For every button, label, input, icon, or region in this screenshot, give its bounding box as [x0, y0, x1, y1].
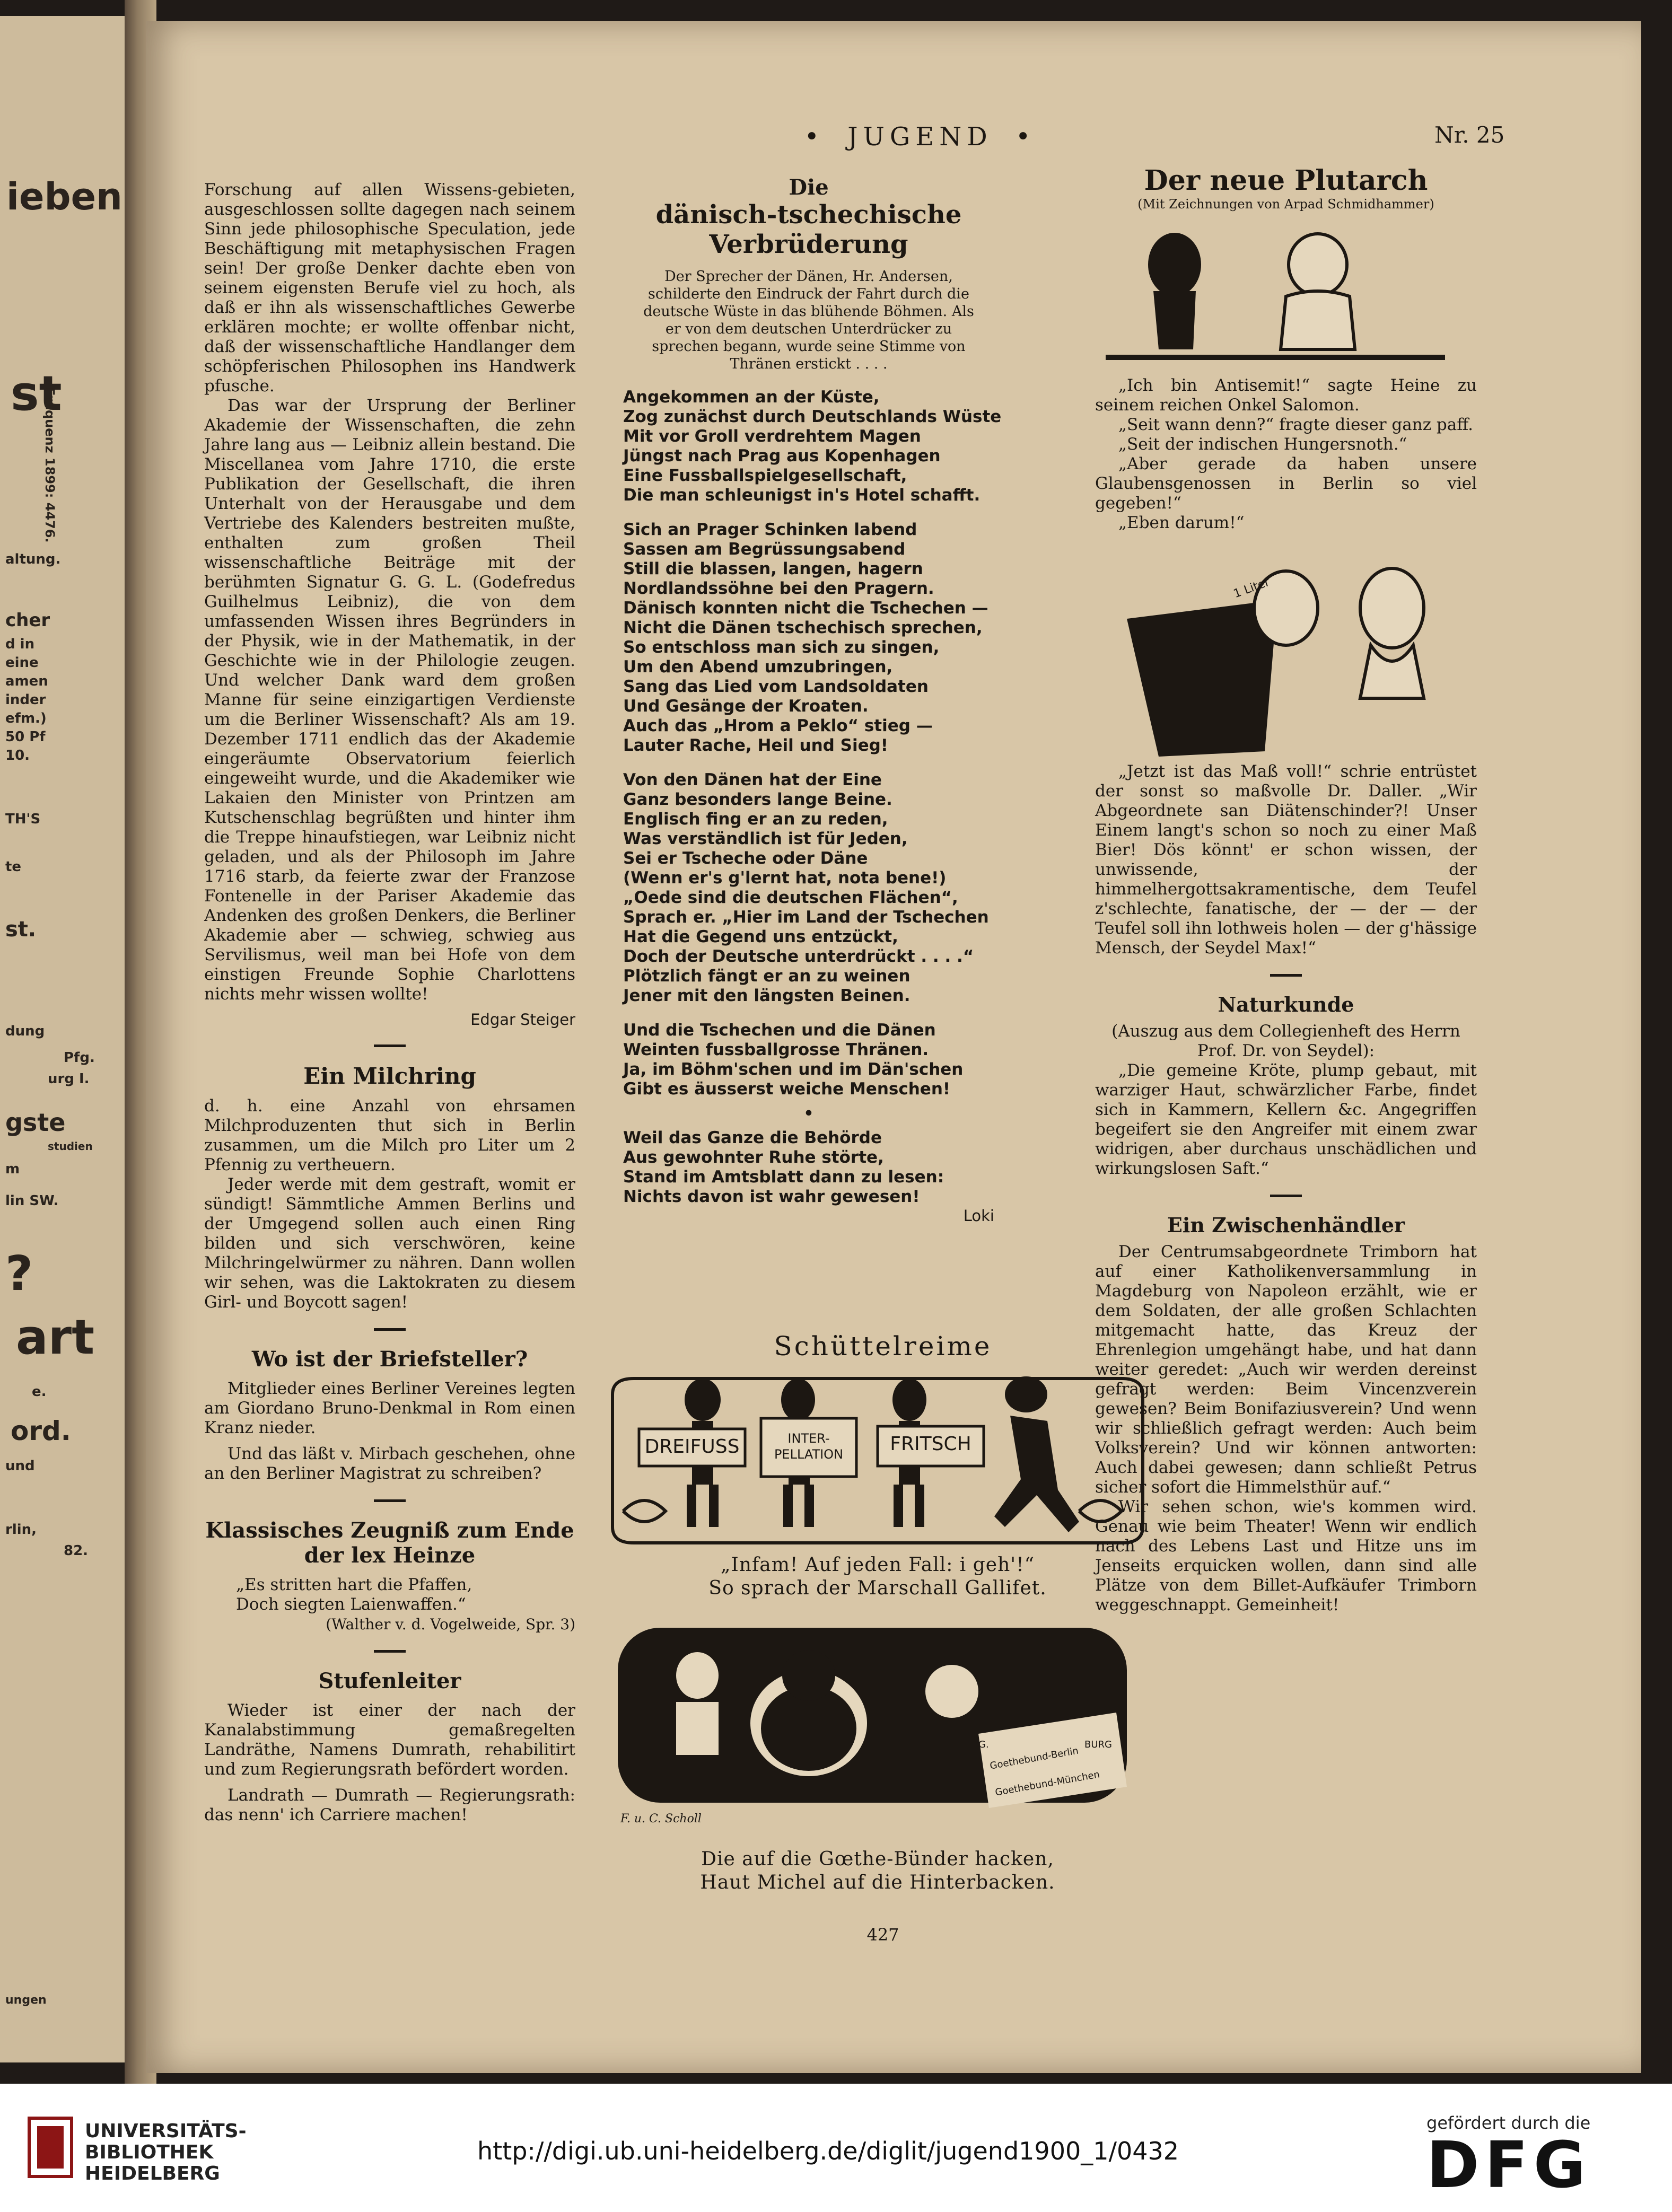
verse-line: Gibt es äusserst weiche Menschen!	[623, 1079, 951, 1099]
margin-text: 10.	[5, 748, 30, 763]
quote-line: „Es stritten hart die Pfaffen,	[236, 1575, 472, 1594]
journal-title: JUGEND	[847, 122, 993, 152]
margin-text: altung.	[5, 551, 61, 567]
verse-line: Nichts davon ist wahr gewesen!	[623, 1187, 920, 1206]
briefsteller-text: Mitglieder eines Berliner Vereines legten am Giordano Bruno-Denkmal in Rom einen Kranz nieder.	[204, 1379, 575, 1437]
margin-text: art	[16, 1310, 95, 1365]
heading-schuettelreime: Schüttelreime	[774, 1331, 992, 1362]
cartoon-goethebund	[607, 1617, 1137, 1840]
cartoon-label: INTER-PELLATION	[774, 1431, 844, 1462]
cartoon-label: FRITSCH	[890, 1433, 971, 1455]
poem-title: Die	[789, 175, 829, 200]
heading-stufenleiter: Stufenleiter	[318, 1669, 461, 1693]
column-middle	[623, 175, 1002, 1225]
caption-line: So sprach der Marschall Gallifet.	[708, 1577, 1047, 1599]
verse-line: Englisch fing er an zu reden,	[623, 810, 888, 829]
author-signature: Edgar Steiger	[470, 1011, 575, 1029]
plutarch-subtitle: (Mit Zeichnungen von Arpad Schmidhammer)	[1137, 197, 1434, 212]
heading-zwischenhaendler: Ein Zwischenhändler	[1167, 1213, 1405, 1237]
stufenleiter-text: Wieder ist einer der nach der Kanalabstimmung gemaßregelten Landräthe, Namens Dumrath, rehabilitirt und zum Regierungsrath befördert worden.	[204, 1701, 575, 1779]
margin-text: dung	[5, 1023, 45, 1039]
permalink[interactable]: http://digi.ub.uni-heidelberg.de/diglit/jugend1900_1/0432	[477, 2137, 1179, 2165]
verse-line: „Oede sind die deutschen Flächen“,	[623, 888, 958, 907]
artist-signature: F. u. C. Scholl	[620, 1812, 702, 1825]
verse-line: Lauter Rache, Heil und Sieg!	[623, 736, 888, 755]
cartoon-label: DREIFUSS	[644, 1436, 740, 1458]
anecdote-daller: „Jetzt ist das Maß voll!“ schrie entrüstet der sonst so maßvolle Dr. Daller. „Wir Abgeordnete san Diätenschinder?! Unser Einem langt's schon so noch zu einer Maß Bier! Dös könnt' er schon wissen, der unwissende, der himmelhergottsakramentische, dem Teufel z'schlechte, fanatische, der — der — der Teufel soll ihn lothweis holen — der g'hässige Mensch, der Seydel Max!“	[1095, 762, 1477, 958]
margin-text: studien	[48, 1140, 93, 1153]
verse-line: Sprach er. „Hier im Land der Tschechen	[623, 908, 989, 927]
library-name-line: UNIVERSITÄTS-	[85, 2120, 247, 2142]
quote-line: Doch siegten Laienwaffen.“	[236, 1595, 466, 1614]
library-footer	[0, 2084, 1672, 2212]
poem-title: dänisch-tschechische Verbrüderung	[655, 200, 962, 259]
poem-stanza	[623, 388, 1002, 505]
issue-number: Nr. 25	[1434, 122, 1505, 148]
library-name	[85, 2121, 247, 2184]
page-number: 427	[866, 1925, 899, 1945]
mug-label: 1 Liter	[1231, 575, 1272, 601]
anecdote-heine: „Ich bin Antisemit!“ sagte Heine zu seinem reichen Onkel Salomon.	[1095, 376, 1477, 415]
quote-source: (Walther v. d. Vogelweide, Spr. 3)	[326, 1616, 575, 1633]
cartoon-label: G.	[978, 1739, 989, 1750]
margin-text: eine	[5, 655, 39, 671]
section-divider	[1270, 974, 1302, 977]
section-divider	[374, 1044, 406, 1047]
caption-line: Die auf die Gœthe-Bünder hacken,	[701, 1848, 1054, 1870]
library-name-line: BIBLIOTHEK	[85, 2141, 214, 2163]
margin-text: st.	[5, 917, 37, 942]
verse-line: Weinten fussballgrosse Thränen.	[623, 1040, 929, 1059]
running-header	[719, 122, 1122, 152]
heading-briefsteller: Wo ist der Briefsteller?	[251, 1347, 528, 1372]
caption-line: Haut Michel auf die Hinterbacken.	[700, 1872, 1055, 1893]
margin-text: st	[11, 366, 62, 422]
caption	[623, 1848, 1132, 1894]
heading-zeugniss: der lex Heinze	[304, 1543, 476, 1568]
university-seal-icon	[27, 2116, 74, 2179]
verse-line: Mit vor Groll verdrehtem Magen	[623, 427, 921, 446]
verse-line: Sei er Tscheche oder Däne	[623, 849, 868, 868]
verse-line: Still die blassen, langen, hagern	[623, 559, 923, 578]
margin-text: ieben	[6, 175, 122, 218]
margin-text: TH'S	[5, 811, 41, 827]
poem-stanza	[623, 520, 994, 756]
verse-line: Jener mit den längsten Beinen.	[623, 986, 911, 1005]
zwischenhaendler-text: Der Centrumsabgeordnete Trimborn hat auf einer Katholikenversammlung in Magdeburg von Napoleon erzählt, wie er dem Soldaten, der alle großen Schlachten mitgemacht hatte, das Kreuz der Ehrenlegion umgehängt habe, und hat dann weiter geredet: „Auch wir werden dereinst gefragt werden: Beim Vincenzverein gewesen? Beim Bonifaziusverein? Und wenn wir schließlich gefragt werden: Auch beim Volksverein? Und wir können antworten: Auch dabei gewesen; dann schließt Petrus sicher sofort die Himmelsthür auf.“	[1095, 1242, 1477, 1497]
verse-line: Hat die Gegend uns entzückt,	[623, 927, 898, 946]
margin-text: cher	[5, 610, 50, 631]
verse-line: Von den Dänen hat der Eine	[623, 770, 882, 789]
briefsteller-text: Und das läßt v. Mirbach geschehen, ohne an den Berliner Magistrat zu schreiben?	[204, 1444, 575, 1483]
section-divider	[374, 1650, 406, 1653]
author-signature: Loki	[963, 1207, 994, 1225]
margin-text: e.	[32, 1384, 47, 1400]
section-divider	[374, 1499, 406, 1502]
verse-line: Plötzlich fängt er an zu weinen	[623, 967, 911, 986]
column-right	[1095, 164, 1477, 1621]
verse-line: Auch das „Hrom a Peklo“ stieg —	[623, 716, 933, 735]
verse-line: Und Gesänge der Kroaten.	[623, 697, 869, 716]
stanza-separator: •	[803, 1104, 814, 1123]
illustration-heine	[1095, 217, 1477, 376]
poem-intro: Der Sprecher der Dänen, Hr. Andersen, schilderte den Eindruck der Fahrt durch die deutsche Wüste in das blühende Böhmen. Als er von dem deutschen Unterdrücker zu sprechen begann, wurde seine Stimme von Thränen erstickt . . . .	[643, 268, 974, 372]
anecdote-heine: „Seit wann denn?“ fragte dieser ganz paff.	[1118, 415, 1473, 434]
poem-stanza	[623, 1128, 994, 1207]
margin-text: 82.	[64, 1543, 89, 1559]
header-bullet: •	[804, 122, 825, 152]
margin-text: ?	[5, 1246, 33, 1302]
verse-line: Ja, im Böhm'schen und im Dän'schen	[623, 1060, 964, 1079]
margin-text: amen	[5, 673, 48, 689]
verse-line: Nordlandssöhne bei den Pragern.	[623, 579, 934, 598]
verse-line: Und die Tschechen und die Dänen	[623, 1021, 936, 1040]
margin-text: und	[5, 1458, 35, 1474]
leibniz-text: Das war der Ursprung der Berliner Akademie der Wissenschaften, die zehn Jahre lang aus — Leibniz allein bestand. Die Miscellanea vom Jahre 1710, die erste Publikation der Gesellschaft, die ihren Unterhalt von der Herausgabe und dem Vertriebe des Kalenders bestreiten mußte, enthalten zum großen Theil wissenschaftliche Beiträge mit der berühmten Signatur G. G. L. (Godefredus Guilhelmus Leibniz), die von dem umfassenden Wissen ihres Begründers in der Physik, wie in der Mathematik, in der Geschichte wie in der Philologie zeugen. Und welcher Dank ward dem großen Manne für seine einzigartigen Verdienste um die Berliner Wissenschaft? Als am 19. Dezember 1711 endlich das der Akademie eingeräumte Observatorium feierlich eingeweiht wurde, und die Akademiker wie Lakaien den Minister von Printzen am Kutschenschlag begrüßten und hinter ihm die Treppe hinaufstiegen, war Leibniz nicht geladen, und als der Philosoph im Jahre 1716 starb, da feierte zwar der Franzose Fontenelle in der Pariser Akademie das Andenken des großen Denkers, die Berliner Akademie aber — schwieg, schwieg aus Servilismus, weil man bei Hofe von dem einstigen Freunde Sophie Charlottens nichts mehr wissen wollte!	[204, 396, 575, 1004]
section-divider	[1270, 1195, 1302, 1197]
margin-text: urg I.	[48, 1071, 90, 1087]
verse-line: (Wenn er's g'lernt hat, nota bene!)	[623, 868, 947, 888]
section-divider	[374, 1328, 406, 1331]
naturkunde-text: „Die gemeine Kröte, plump gebaut, mit warziger Haut, schwärzlicher Farbe, findet sich in Kammern, Kellern &c. Angegriffen begeifert sie den Angreifer mit einem zwar widrigen, aber durchaus unschädlichen und wirkungslosen Saft.“	[1095, 1061, 1477, 1178]
margin-text: gste	[5, 1108, 66, 1137]
heading-milchring: Ein Milchring	[303, 1063, 476, 1089]
margin-text: te	[5, 859, 22, 875]
cartoon-label: Goethebund-München	[994, 1769, 1101, 1798]
verse-line: Um den Abend umzubringen,	[623, 657, 893, 677]
verse-line: Sassen am Begrüssungsabend	[623, 540, 906, 559]
margin-text: efm.)	[5, 710, 47, 726]
previous-page-edge	[0, 16, 133, 2062]
margin-text: m	[5, 1161, 20, 1177]
poem-stanza	[623, 1021, 994, 1099]
library-name-line: HEIDELBERG	[85, 2163, 220, 2184]
cartoon-gallifet	[602, 1373, 1153, 1548]
verse-line: Die man schleunigst in's Hotel schafft.	[623, 486, 981, 505]
heading-naturkunde: Naturkunde	[1218, 993, 1354, 1016]
margin-text: Pfg.	[64, 1050, 95, 1066]
illustration-daller	[1095, 539, 1477, 762]
cartoon-label: Goethebund-Berlin	[988, 1745, 1080, 1772]
stufenleiter-text: Landrath — Dumrath — Regierungsrath: das nenn' ich Carriere machen!	[204, 1786, 575, 1824]
margin-text: ungen	[5, 1994, 47, 2007]
verse-line: Angekommen an der Küste,	[623, 388, 880, 407]
anecdote-heine: „Eben darum!“	[1118, 513, 1245, 532]
margin-text: ord.	[11, 1416, 71, 1446]
verse-line: Weil das Ganze die Behörde	[623, 1128, 882, 1147]
verse-line: Doch der Deutsche unterdrückt . . . .“	[623, 947, 974, 966]
magazine-page	[146, 21, 1641, 2073]
naturkunde-intro: (Auszug aus dem Collegienheft des Herrn Prof. Dr. von Seydel):	[1111, 1022, 1460, 1060]
poem-stanza	[623, 770, 994, 1006]
caption	[623, 1553, 1132, 1600]
verse-line: Stand im Amtsblatt dann zu lesen:	[623, 1168, 944, 1187]
dfg-logo: DFG	[1426, 2129, 1591, 2202]
verse-line: Zog zunächst durch Deutschlands Wüste	[623, 407, 1002, 426]
anecdote-heine: „Aber gerade da haben unsere Glaubensgenossen in Berlin so viel gegeben!“	[1095, 454, 1477, 513]
heading-plutarch: Der neue Plutarch	[1144, 164, 1428, 197]
verse-line: Ganz besonders lange Beine.	[623, 790, 892, 809]
verse-line: Aus gewohnter Ruhe störte,	[623, 1148, 884, 1167]
verse-line: Eine Fussballspielgesellschaft,	[623, 466, 907, 485]
milchring-text: d. h. eine Anzahl von ehrsamen Milchproduzenten thut sich in Berlin zusammen, um die Milch pro Liter um 2 Pfennig zu vertheuern.	[204, 1096, 575, 1174]
verse-line: Sich an Prager Schinken labend	[623, 520, 917, 539]
caption-line: „Infam! Auf jeden Fall: i geh'!“	[720, 1554, 1035, 1576]
margin-text: 50 Pf	[5, 729, 46, 745]
heading-zeugniss: Klassisches Zeugniß zum Ende	[205, 1518, 574, 1543]
funding-text: gefördert durch die	[1426, 2113, 1591, 2133]
anecdote-heine: „Seit der indischen Hungersnoth.“	[1118, 435, 1407, 454]
verse-line: So entschloss man sich zu singen,	[623, 638, 940, 657]
header-bullet: •	[1016, 122, 1036, 152]
margin-text: rlin,	[5, 1522, 37, 1538]
margin-text: Frequenz 1899: 4476.	[42, 387, 57, 543]
verse-line: Dänisch konnten nicht die Tschechen —	[623, 599, 988, 618]
zwischenhaendler-text: Wir sehen schon, wie's kommen wird. Genau wie beim Theater! Wenn wir endlich nach des Lebens Last und Hitze uns im Jenseits erquicken wollen, dann sind alle Plätze von dem Billet-Aufkäufer Trimborn weggeschnappt. Gemeinheit!	[1095, 1497, 1477, 1614]
verse-line: Sang das Lied vom Landsoldaten	[623, 677, 929, 696]
margin-text: lin SW.	[5, 1193, 59, 1209]
verse-line: Was verständlich ist für Jeden,	[623, 829, 908, 848]
leibniz-text: Forschung auf allen Wissens-gebieten, ausgeschlossen sollte dagegen nach seinem Sinn jede philosophische Speculation, jede Beschäftigung mit metaphysischen Fragen sein! Der große Denker dachte eben von seinem eigensten Berufe viel zu hoch, als daß er ihn als wissenschaftliches Gewerbe erklären mochte; er wollte offenbar nicht, daß der wissenschaftliche Handlanger dem schöpferischen Philosophen ins Handwerk pfusche.	[204, 180, 575, 396]
margin-text: d in	[5, 636, 35, 652]
column-left	[204, 180, 575, 1831]
verse-line: Jüngst nach Prag aus Kopenhagen	[623, 446, 941, 466]
cartoon-label: BURG	[1084, 1739, 1112, 1750]
margin-text: inder	[5, 692, 46, 708]
verse-line: Nicht die Dänen tschechisch sprechen,	[623, 618, 983, 637]
milchring-text: Jeder werde mit dem gestraft, womit er sündigt! Sämmtliche Ammen Berlins und der Umgegend sollen auch einen Ring bilden und sich verschwören, keine Milchringelwürmer zu nähren. Dann wollen wir sehen, was die Laktokraten zu diesem Girl- und Boycott sagen!	[204, 1175, 575, 1312]
